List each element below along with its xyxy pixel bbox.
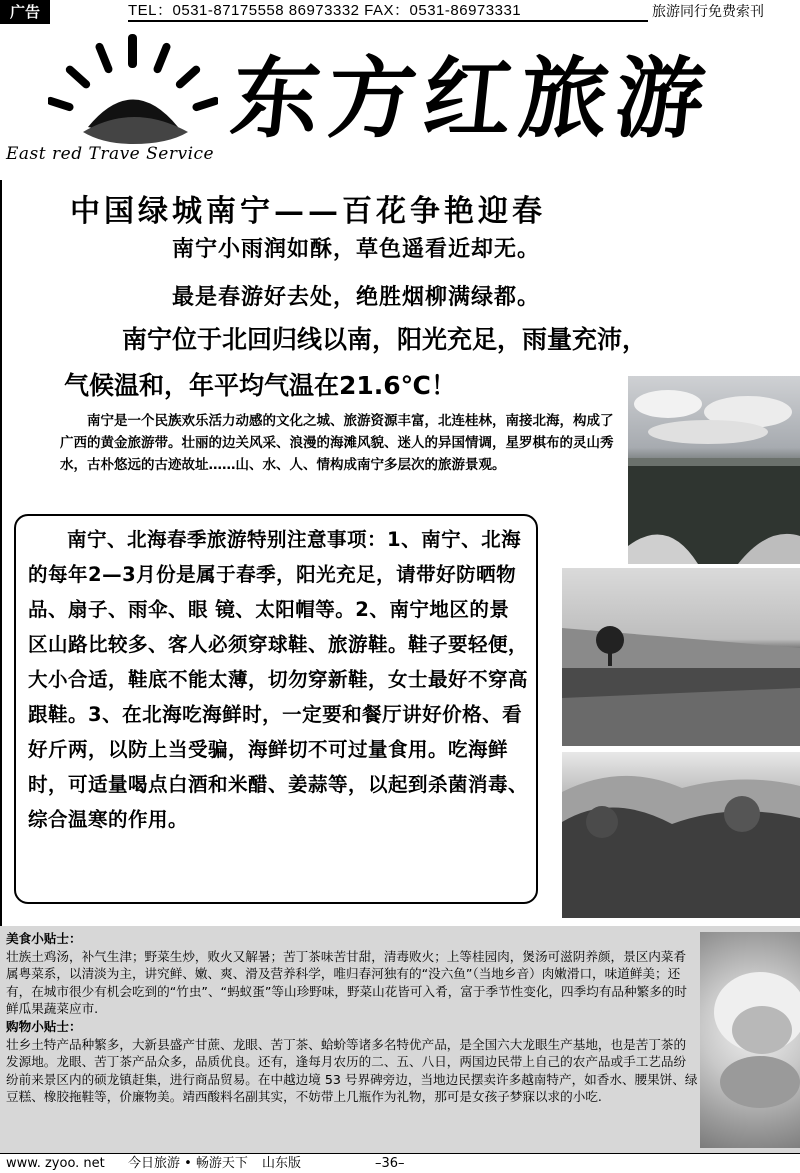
footer-bar [0, 1153, 800, 1173]
page-number: –36– [375, 1156, 405, 1171]
food-tips-title: 美食小贴士： [6, 931, 82, 946]
sun-logo-icon [48, 32, 218, 152]
landscape-photo-road [628, 376, 800, 564]
headline: 中国绿城南宁——百花争艳迎春 [70, 194, 546, 229]
climate-line-2: 气候温和，年平均气温在21.6℃！ [64, 371, 456, 400]
brand-name-cn: 东方红旅游 [226, 46, 718, 150]
shopping-tips-title: 购物小贴士： [6, 1018, 82, 1034]
footer-site-link[interactable]: www. zyoo. net [6, 1156, 105, 1171]
intro-text: 南宁是一个民族欢乐活力动感的文化之城、旅游资源丰富，北连桂林，南接北海，构成了广西的黄金旅游带。壮丽的边关风采、浪漫的海滩风貌、迷人的异国情调，星罗棋布的灵山秀水，古朴悠远的古迹故址……山、水、人、情构成南宁多层次的旅游景观。 [60, 413, 614, 473]
contact-info: TEL：0531-87175558 86973332 FAX：0531-86973331 [128, 2, 522, 19]
poem-line-2: 最是春游好去处，绝胜烟柳满绿都。 [172, 285, 541, 310]
footer-slogan: 今日旅游 • 畅游天下 [128, 1156, 248, 1171]
climate-line-1: 南宁位于北回归线以南，阳光充足，雨量充沛， [122, 325, 648, 354]
tips-text-block [6, 930, 698, 1106]
footer-edition: 山东版 [262, 1156, 302, 1171]
ad-tag: 广告 [0, 0, 50, 24]
landscape-photo-meadow [562, 568, 800, 746]
brand-name-en: East red Trave Service [6, 144, 215, 164]
travel-notice-box [14, 514, 538, 904]
intro-paragraph [60, 410, 626, 476]
soup-photo [700, 932, 800, 1148]
shopping-tips-text: 壮乡土特产品种繁多，大新县盛产甘蔗、龙眼、苦丁茶、蛤蚧等诸多名特优产品，是全国六大龙眼生产基地，也是苦丁茶的发源地。龙眼、苦丁茶产品众多，品质优良。还有，逢每月农历的二、五、八日，两国边民带上自己的农产品或手工艺品纷纷前来景区内的硕龙镇赶集，进行商品贸易。在中越边境 53 号界碑旁边，当地边民摆卖许多越南特产，如香水、腰果饼、绿豆糕、橡胶拖鞋等，价廉物美。靖西酸料名副其实，不妨带上几瓶作为礼物，那可是女孩子梦寐以求的小吃. [6, 1036, 698, 1105]
header-bar [0, 0, 800, 24]
header-right-label: 旅游同行免费索刊 [652, 4, 764, 20]
landscape-photo-misty-hills [562, 752, 800, 918]
travel-notice-text: 南宁、北海春季旅游特别注意事项：1、南宁、北海的每年2—3月份是属于春季，阳光充足，请带好防晒物品、扇子、雨伞、眼 镜、太阳帽等。2、南宁地区的景区山路比较多、客人必须穿球鞋、旅游鞋。鞋子要轻便，大小合适，鞋底不能太薄，切勿穿新鞋，女士最好不穿高跟鞋。3、在北海吃海鲜时，一定要和餐厅讲好价格、看好斤两，以防上当受骗，海鲜切不可过量食用。吃海鲜时，可适量喝点白酒和米醋、姜蒜等，以起到杀菌消毒、综合温寒的作用。 [28, 528, 529, 831]
food-tips-text: 壮族土鸡汤，补气生津；野菜生炒，败火又解暑；苦丁茶味苦甘甜，清毒败火；上等桂园肉，煲汤可滋阴养颜，景区内菜肴属粤菜系，以清淡为主，讲究鲜、嫩、爽、滑及营养科学，唯归春河独有的“没六鱼”（当地乡音）肉嫩滑口，味道鲜美；还有，在城市很少有机会吃到的“竹虫”、“蚂蚁蛋”等山珍野味，野菜山花皆可入肴，富于季节性变化，四季均有品种繁多的时鲜瓜果蔬菜应市. [6, 948, 687, 1017]
poem-line-1: 南宁小雨润如酥，草色遥看近却无。 [172, 237, 541, 262]
divider [128, 20, 648, 22]
